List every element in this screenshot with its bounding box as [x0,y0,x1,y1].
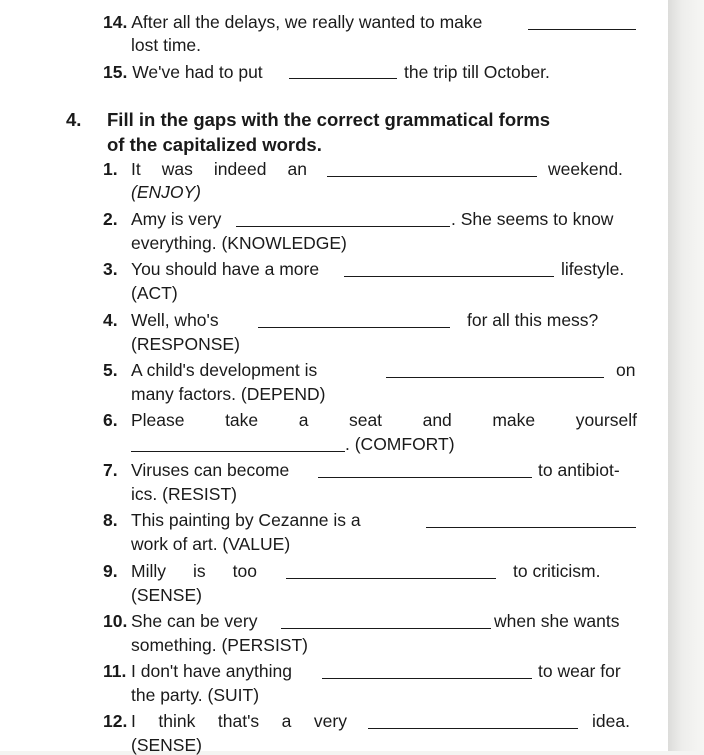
item-text-cont: something. (PERSIST) [131,635,308,655]
prev-item-14 [103,12,482,32]
answer-blank[interactable] [131,451,345,452]
item-text: I don't have anything [131,661,292,681]
section-instruction-line2: of the capitalized words. [107,134,322,155]
item-text: Well, who's [131,310,219,330]
item-6-text: Please take a seat and make yourself [131,410,637,430]
answer-blank[interactable] [528,29,636,30]
section-instruction-line1: Fill in the gaps with the correct grammatical forms [107,109,551,130]
item-text-cont: many factors. (DEPEND) [131,384,326,404]
answer-blank[interactable] [286,578,496,579]
item-number: 2. [103,209,118,229]
item-text-cont: (ACT) [131,283,178,303]
item-text: . She seems to know [451,209,614,229]
item-text: to antibiot- [538,460,620,480]
item-text: when she wants [494,611,620,631]
item-text-cont: work of art. (VALUE) [131,534,291,554]
item-text: After all the delays, we really wanted to make [131,12,483,32]
item-text: This painting by Cezanne is a [131,510,361,530]
item-text: on [616,360,636,380]
item-text: You should have a more [131,259,320,279]
answer-blank[interactable] [327,176,537,177]
answer-blank[interactable] [318,477,532,478]
item-text-cont: (RESPONSE) [131,334,240,354]
item-number: 6. [103,410,118,430]
item-12-text: I think that's a very [131,711,347,731]
item-number: 9. [103,561,118,581]
item-9-text: Milly is too [131,561,257,581]
item-text: Viruses can become [131,460,290,480]
item-number: 10. [103,611,128,631]
item-text-cont: everything. (KNOWLEDGE) [131,233,347,253]
item-text: She can be very [131,611,258,631]
answer-blank[interactable] [236,226,450,227]
item-number: 7. [103,460,118,480]
answer-blank[interactable] [281,628,491,629]
answer-blank[interactable] [289,78,397,79]
item-number: 1. [103,159,118,179]
answer-blank[interactable] [258,327,450,328]
item-text: idea. [592,711,630,731]
item-text-cont: ics. (RESIST) [131,484,237,504]
item-text-cont: (SENSE) [131,735,202,755]
prev-item-15 [103,62,263,82]
page-edge-shadow [668,0,704,751]
item-number: 11. [103,661,127,681]
item-text-cont: lost time. [131,35,202,55]
item-number: 4. [103,310,118,330]
answer-blank[interactable] [344,276,554,277]
item-number: 8. [103,510,118,530]
item-text-cont: the party. (SUIT) [131,685,260,705]
item-text-cont: (SENSE) [131,585,202,605]
answer-blank[interactable] [386,377,604,378]
item-text: A child's development is [131,360,318,380]
item-text: for all this mess? [467,310,599,330]
section-number: 4. [66,109,82,130]
item-text: Amy is very [131,209,222,229]
answer-blank[interactable] [322,678,532,679]
item-number: 14. [103,12,128,32]
item-text: We've had to put [132,62,263,82]
item-number: 3. [103,259,118,279]
item-text: weekend. [548,159,623,179]
item-1-text: It was indeed an [131,159,307,179]
item-text: the trip till October. [404,62,550,82]
item-number: 15. [103,62,128,82]
item-text: to wear for [538,661,621,681]
item-number: 5. [103,360,118,380]
answer-blank[interactable] [426,527,636,528]
item-text: to criticism. [513,561,601,581]
answer-blank[interactable] [368,728,578,729]
item-text-cont: (ENJOY) [131,182,201,202]
item-text: lifestyle. [561,259,625,279]
item-text-cont: . (COMFORT) [345,434,455,454]
item-number: 12. [103,711,128,731]
